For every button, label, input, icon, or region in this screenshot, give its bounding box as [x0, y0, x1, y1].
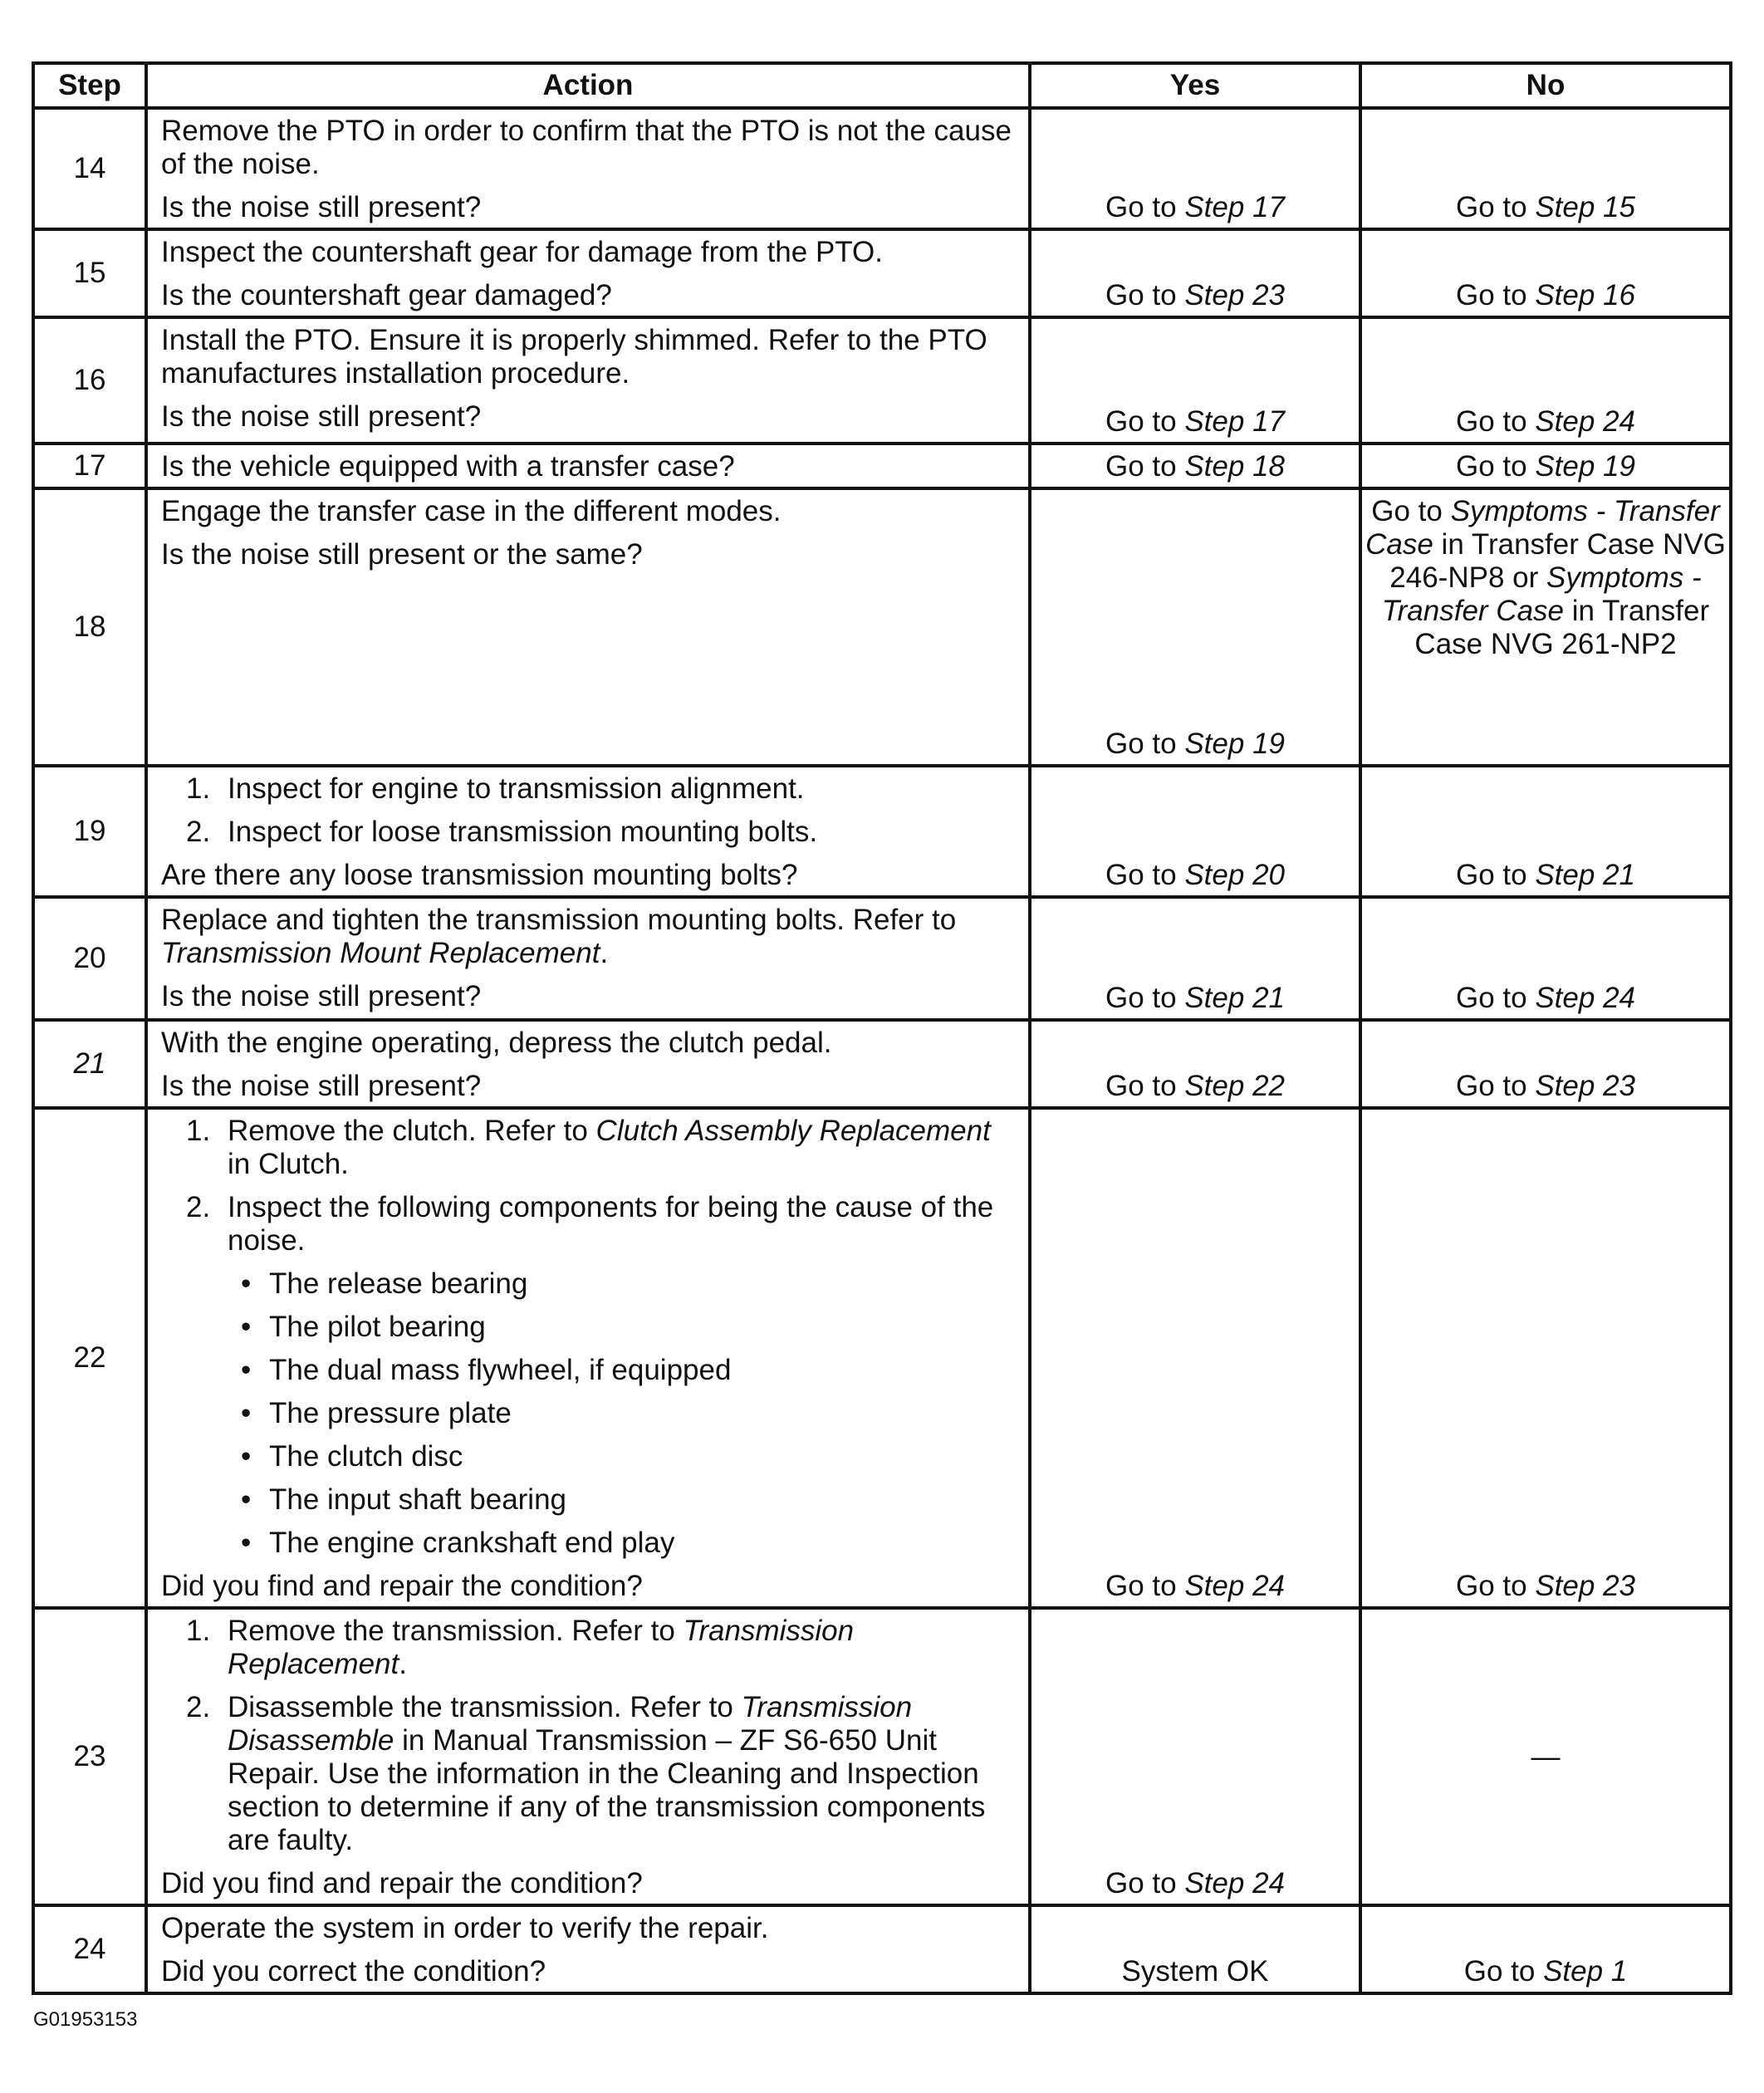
yes-cell: Go to Step 17 — [1030, 317, 1360, 444]
no-step-ref: 16 — [1603, 279, 1635, 311]
yes-cell: Go to Step 19 — [1030, 488, 1360, 766]
step-number: 19 — [33, 766, 146, 897]
no-step-ref: 24 — [1603, 982, 1635, 1014]
action-text: Install the PTO. Ensure it is properly shimmed. Refer to the PTO manufactures installation procedure. — [161, 324, 987, 390]
no-step-ref: 21 — [1603, 859, 1635, 891]
yes-cell: Go to Step 20 — [1030, 766, 1360, 897]
question-text: Is the noise still present or the same? — [161, 538, 643, 571]
header-action: Action — [146, 63, 1030, 108]
yes-cell: Go to Step 24 — [1030, 1608, 1360, 1905]
reference-link[interactable]: Clutch Assembly Replacement — [595, 1115, 991, 1147]
header-yes: Yes — [1030, 63, 1360, 108]
step-number: 24 — [33, 1905, 146, 1993]
question-text: Is the noise still present? — [161, 1070, 482, 1102]
list-item: 2. Inspect the following components for being the cause of the noise. — [186, 1191, 994, 1257]
step-number: 18 — [33, 488, 146, 766]
no-cell: Go to Step 24 — [1360, 317, 1731, 444]
yes-step-ref: 17 — [1252, 191, 1285, 223]
action-cell — [146, 1905, 1030, 1993]
header-step: Step — [33, 63, 146, 108]
yes-cell: Go to Step 21 — [1030, 897, 1360, 1020]
action-text: Engage the transfer case in the different modes. — [161, 495, 782, 527]
action-cell — [146, 1108, 1030, 1608]
table-row — [33, 444, 1731, 488]
yes-step-ref: 19 — [1252, 728, 1285, 760]
header-no: No — [1360, 63, 1731, 108]
list-item: 1. Remove the clutch. Refer to Clutch Assembly Replacement in Clutch. — [186, 1115, 991, 1180]
bullet-item: • The clutch disc — [241, 1440, 463, 1473]
bullet-item: • The input shaft bearing — [241, 1483, 567, 1516]
step-number: 21 — [33, 1020, 146, 1108]
yes-step-ref: 23 — [1252, 279, 1285, 311]
yes-cell: Go to Step 22 — [1030, 1020, 1360, 1108]
no-step-ref: 19 — [1603, 450, 1635, 483]
table-row — [33, 1108, 1731, 1608]
question-text: Is the noise still present? — [161, 980, 482, 1012]
yes-step-ref: 20 — [1252, 859, 1285, 891]
no-cell: — — [1360, 1608, 1731, 1905]
step-number: 22 — [33, 1108, 146, 1608]
question-text: Is the vehicle equipped with a transfer case? — [161, 450, 735, 483]
bullet-item: • The pressure plate — [241, 1397, 512, 1429]
action-text: Remove the PTO in order to confirm that the PTO is not the cause of the noise. — [161, 115, 1012, 180]
no-step-ref: 23 — [1603, 1070, 1635, 1102]
list-item: 1. Inspect for engine to transmission alignment. — [186, 772, 805, 805]
action-cell — [146, 317, 1030, 444]
symptoms-link[interactable]: Symptoms - Transfer Case — [1365, 495, 1720, 561]
yes-cell: Go to Step 24 — [1030, 1108, 1360, 1608]
yes-step-ref: 21 — [1252, 982, 1285, 1014]
action-cell — [146, 1608, 1030, 1905]
table-row — [33, 1020, 1731, 1108]
question-text: Did you correct the condition? — [161, 1955, 546, 1988]
action-cell — [146, 766, 1030, 897]
no-text: in Transfer Case NVG 246-NP8 or — [1389, 528, 1726, 594]
no-cell: Go to Step 23 — [1360, 1020, 1731, 1108]
no-text: in Transfer Case NVG 261-NP2 — [1414, 595, 1710, 660]
question-text: Did you find and repair the condition? — [161, 1867, 643, 1899]
symptoms-link[interactable]: Symptoms - Transfer Case — [1381, 561, 1702, 627]
question-text: Are there any loose transmission mounting bolts? — [161, 859, 798, 891]
yes-cell: Go to Step 18 — [1030, 444, 1360, 488]
figure-id: G01953153 — [33, 2008, 138, 2031]
diagnostic-steps-table — [32, 61, 1732, 1995]
reference-link[interactable]: Transmission Replacement — [228, 1615, 855, 1680]
no-cell: Go to Step 19 — [1360, 444, 1731, 488]
no-cell: Go to Symptoms - Transfer Case in Transfer Case NVG 246-NP8 or Symptoms - Transfer Case in Transfer Case NVG 261-NP2 — [1360, 488, 1731, 766]
table-row — [33, 897, 1731, 1020]
action-text: Replace and tighten the transmission mounting bolts. Refer to Transmission Mount Replacement. — [161, 904, 957, 969]
table-row — [33, 488, 1731, 766]
bullet-item: • The pilot bearing — [241, 1311, 486, 1343]
question-text: Is the noise still present? — [161, 191, 482, 223]
table-row — [33, 317, 1731, 444]
yes-step-ref: 17 — [1252, 405, 1285, 438]
step-number: 15 — [33, 229, 146, 317]
yes-cell: Go to Step 17 — [1030, 108, 1360, 229]
action-cell — [146, 897, 1030, 1020]
step-number: 17 — [33, 444, 146, 488]
yes-step-ref: 18 — [1252, 450, 1285, 483]
bullet-item: • The engine crankshaft end play — [241, 1527, 675, 1559]
step-number: 20 — [33, 897, 146, 1020]
yes-cell: System OK — [1030, 1905, 1360, 1993]
action-text: Inspect the countershaft gear for damage from the PTO. — [161, 236, 883, 268]
no-cell: Go to Step 16 — [1360, 229, 1731, 317]
diagnostic-table-container — [32, 61, 1729, 1995]
question-text: Is the noise still present? — [161, 400, 482, 433]
table-row — [33, 1608, 1731, 1905]
no-cell: Go to Step 24 — [1360, 897, 1731, 1020]
no-cell: Go to Step 15 — [1360, 108, 1731, 229]
table-header-row — [33, 63, 1731, 108]
step-number: 16 — [33, 317, 146, 444]
step-number: 23 — [33, 1608, 146, 1905]
reference-link[interactable]: Transmission Mount Replacement — [161, 937, 600, 969]
no-cell: Go to Step 23 — [1360, 1108, 1731, 1608]
action-text: Operate the system in order to verify the repair. — [161, 1912, 769, 1944]
bullet-item: • The dual mass flywheel, if equipped — [241, 1354, 732, 1386]
no-step-ref: 23 — [1603, 1570, 1635, 1602]
action-cell — [146, 488, 1030, 766]
no-step-ref: 24 — [1603, 405, 1635, 438]
list-item: 2. Disassemble the transmission. Refer to Transmission Disassemble in Manual Transmission – ZF S6-650 Unit Repair. Use the information in the Cleaning and Inspection section to determine if any of the transmission components are faulty. — [186, 1691, 986, 1856]
action-cell — [146, 229, 1030, 317]
reference-link[interactable]: Transmission Disassemble — [228, 1691, 913, 1757]
no-cell: Go to Step 21 — [1360, 766, 1731, 897]
table-row — [33, 108, 1731, 229]
action-cell — [146, 1020, 1030, 1108]
list-item: 2. Inspect for loose transmission mounting bolts. — [186, 816, 818, 848]
list-item: 1. Remove the transmission. Refer to Transmission Replacement. — [186, 1615, 855, 1680]
bullet-item: • The release bearing — [241, 1267, 528, 1300]
question-text: Did you find and repair the condition? — [161, 1570, 643, 1602]
table-row — [33, 766, 1731, 897]
no-cell: Go to Step 1 — [1360, 1905, 1731, 1993]
yes-step-ref: 24 — [1252, 1570, 1285, 1602]
yes-step-ref: 24 — [1252, 1867, 1285, 1899]
action-cell — [146, 108, 1030, 229]
action-text: With the engine operating, depress the clutch pedal. — [161, 1027, 832, 1059]
yes-step-ref: 22 — [1252, 1070, 1285, 1102]
table-row — [33, 229, 1731, 317]
question-text: Is the countershaft gear damaged? — [161, 279, 612, 311]
yes-cell: Go to Step 23 — [1030, 229, 1360, 317]
action-cell — [146, 444, 1030, 488]
step-number: 14 — [33, 108, 146, 229]
no-step-ref: 1 — [1610, 1955, 1628, 1988]
no-step-ref: 15 — [1603, 191, 1635, 223]
table-row — [33, 1905, 1731, 1993]
